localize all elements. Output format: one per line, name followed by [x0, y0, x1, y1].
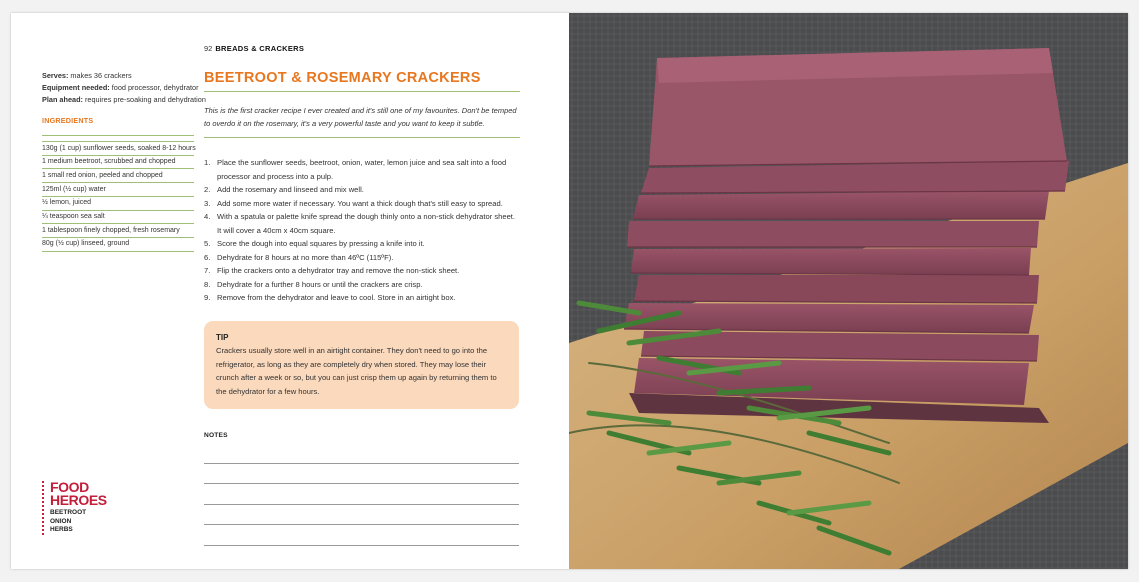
ingredients-heading: INGREDIENTS — [42, 116, 194, 136]
title-divider — [204, 91, 520, 92]
food-heroes-logo — [42, 481, 107, 535]
ingredient-item: 1 small red onion, peeled and chopped — [42, 169, 194, 183]
running-head — [204, 44, 304, 53]
step-number: 9. — [204, 293, 211, 302]
note-line — [204, 525, 519, 546]
ingredients-list — [42, 141, 194, 252]
method-steps — [204, 156, 520, 305]
cracker-photo — [569, 13, 1128, 569]
step-number: 3. — [204, 198, 211, 208]
step-text: Score the dough into equal squares by pressing a knife into it. — [217, 239, 425, 248]
food-hero-item: HERBS — [50, 526, 73, 533]
step-text: With a spatula or palette knife spread the dough thinly onto a non-stick dehydrator sheet. It will cover a 40cm x 40cm square. — [217, 212, 516, 235]
section-name: BREADS & CRACKERS — [215, 44, 305, 53]
step-number: 2. — [204, 185, 211, 194]
recipe-page — [11, 13, 569, 569]
step-text: Flip the crackers onto a dehydrator tray and remove the non-stick sheet. — [217, 266, 460, 275]
book-spread — [11, 13, 1128, 569]
tip-box — [204, 321, 519, 409]
step-number: 8. — [204, 279, 211, 289]
ingredient-item: 1 tablespoon finely chopped, fresh rosemary — [42, 224, 194, 238]
food-heroes-title-line-1: FOOD — [50, 479, 89, 495]
method-step — [204, 237, 520, 251]
step-text: Dehydrate for 8 hours at no more than 46ºC (115ºF). — [217, 252, 394, 262]
step-number: 7. — [204, 266, 211, 275]
ingredient-item: 125ml (½ cup) water — [42, 183, 194, 197]
method-step — [204, 264, 520, 278]
method-step — [204, 210, 520, 237]
plan-ahead-line: Plan ahead: requires pre-soaking and dehydration — [42, 95, 206, 104]
method-step — [204, 291, 520, 305]
step-text: Dehydrate for a further 8 hours or until the crackers are crisp. — [217, 279, 423, 289]
intro-divider — [204, 137, 520, 138]
cracker-stack-photo — [569, 13, 1128, 569]
note-line — [204, 505, 519, 526]
method-step — [204, 197, 520, 211]
step-number: 6. — [204, 252, 211, 262]
recipe-title: BEETROOT & ROSEMARY CRACKERS — [204, 70, 481, 86]
ingredient-item: 1 medium beetroot, scrubbed and chopped — [42, 156, 194, 170]
step-text: Remove from the dehydrator and leave to cool. Store in an airtight box. — [217, 293, 456, 302]
page-number: 92 — [204, 44, 213, 53]
note-line — [204, 464, 519, 485]
step-text: Add some more water if necessary. You want a thick dough that's still easy to spread. — [217, 198, 503, 208]
step-text: Add the rosemary and linseed and mix well. — [217, 185, 364, 194]
food-heroes-title-line-2: HEROES — [50, 491, 107, 508]
note-line — [204, 484, 519, 505]
method-step — [204, 251, 520, 265]
tip-text: Crackers usually store well in an airtight container. They don't need to go into the refrigerator, as long as they are completely dry when stored. They may lose their crunch after a week or so, but you can just crisp them up again by returning them to the dehydrator for a few hours. — [216, 346, 497, 396]
step-number: 4. — [204, 212, 211, 221]
food-heroes-items — [50, 509, 107, 535]
cracker-layers — [624, 48, 1069, 423]
method-step — [204, 278, 520, 292]
method-step — [204, 183, 520, 197]
notes-section — [204, 432, 519, 439]
method-step — [204, 156, 520, 183]
recipe-intro: This is the first cracker recipe I ever created and it's still one of my favourites. Don't be temped to overdo it on the rosemary, it's a very powerful taste and you want to keep it subtle. — [204, 106, 517, 128]
serves-line: Serves: makes 36 crackers — [42, 71, 132, 80]
note-line — [204, 443, 519, 464]
food-hero-item: ONION — [50, 517, 72, 525]
recipe-sidebar — [42, 70, 206, 252]
ingredient-item: ¼ teaspoon sea salt — [42, 211, 194, 225]
tip-label: TIP — [216, 333, 229, 342]
step-number: 5. — [204, 239, 211, 248]
notes-label: NOTES — [204, 432, 228, 439]
ingredient-item: ½ lemon, juiced — [42, 197, 194, 211]
equipment-line: Equipment needed: food processor, dehydrator — [42, 83, 199, 92]
step-number: 1. — [204, 158, 211, 167]
food-hero-item: BEETROOT — [50, 509, 87, 516]
step-text: Place the sunflower seeds, beetroot, onion, water, lemon juice and sea salt into a food processor and process into a pulp. — [217, 158, 507, 181]
notes-lines — [204, 443, 519, 546]
ingredient-item: 130g (1 cup) sunflower seeds, soaked 8-12 hours — [42, 141, 194, 156]
ingredient-item: 80g (½ cup) linseed, ground — [42, 238, 194, 252]
